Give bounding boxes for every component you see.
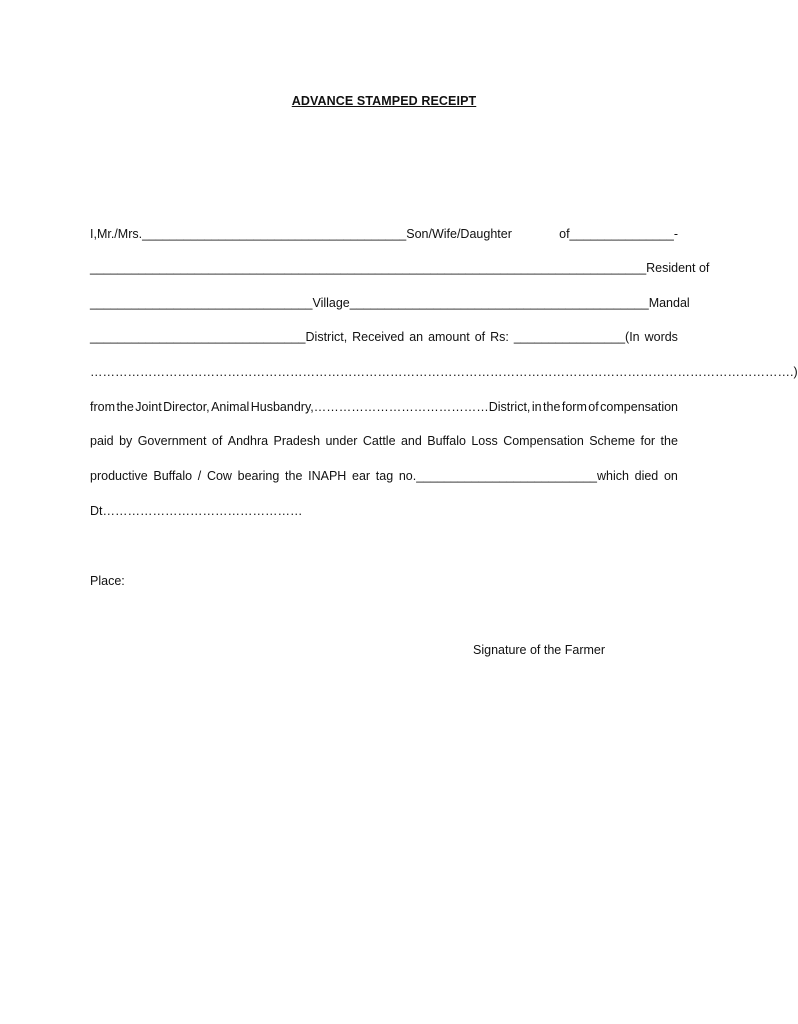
receipt-line-8 [90,468,678,484]
receipt-line-6-word: Husbandry,……………………………………District, [250,400,531,414]
receipt-line-7-word: for [640,434,656,448]
receipt-line-6-word: Director, [163,400,210,414]
receipt-line-6-word: from [90,400,115,414]
receipt-line-9 [90,503,678,519]
receipt-line-6-word: of [588,400,599,414]
receipt-line-5 [90,364,798,380]
receipt-line-6-word: in [531,400,542,414]
receipt-line-7-word: Pradesh [273,434,321,448]
receipt-line-4-word: _______________________________District, [90,330,348,344]
receipt-line-3 [90,295,690,311]
receipt-line-9-part-1: Dt………………………………………… [90,504,303,518]
receipt-line-7-word: by [119,434,133,448]
receipt-line-4-word: of [474,330,486,344]
receipt-line-7-word: Government [137,434,207,448]
receipt-line-4-word: an [409,330,424,344]
receipt-line-4-word: Rs: [490,330,509,344]
receipt-line-3-part-1: ________________________________Village___________________________________________Mandal [90,296,690,310]
receipt-line-4-word: ________________(In [513,330,640,344]
receipt-line-7-word: Andhra [227,434,269,448]
document-title: ADVANCE STAMPED RECEIPT [291,94,477,108]
receipt-line-7-word: the [660,434,678,448]
receipt-line-4-word: amount [428,330,470,344]
receipt-line-7-word: Scheme [589,434,636,448]
receipt-line-8-word: INAPH [308,469,347,483]
receipt-line-8-word: ear [352,469,371,483]
receipt-line-7-word: Compensation [503,434,584,448]
receipt-line-8-word: tag [375,469,394,483]
receipt-line-2-part-1: ________________________________________________________________________________Resident of [90,261,710,275]
signature-label: Signature of the Farmer [473,643,606,657]
receipt-line-2 [90,260,710,276]
receipt-line-6-word: the [543,400,561,414]
receipt-line-4 [90,329,678,345]
receipt-line-7-word: Buffalo [427,434,466,448]
receipt-line-8-word: Buffalo [153,469,193,483]
receipt-line-8-word: Cow [206,469,232,483]
receipt-line-6-word: the [116,400,134,414]
receipt-line-6-word: form [561,400,587,414]
receipt-line-7-word: under [325,434,358,448]
receipt-line-7-word: paid [90,434,114,448]
receipt-line-7-word: Loss [471,434,498,448]
receipt-line-7 [90,433,678,449]
receipt-line-8-word: the [285,469,303,483]
place-row [90,573,678,589]
place-label: Place: [90,574,125,588]
receipt-line-8-word: on [663,469,678,483]
receipt-line-6-word: Joint [135,400,162,414]
receipt-line-6-word: compensation [600,400,678,414]
receipt-line-8-word: bearing [237,469,280,483]
receipt-line-4-word: Received [352,330,405,344]
receipt-line-7-word: of [211,434,223,448]
receipt-line-1-part-2: of_______________- [559,227,678,241]
receipt-line-8-word: died [634,469,659,483]
receipt-line-8-word: no.__________________________which [398,469,629,483]
receipt-line-6 [90,399,678,415]
receipt-line-6-word: Animal [211,400,250,414]
receipt-line-1 [90,226,678,242]
receipt-line-1-part-1: I,Mr./Mrs.______________________________________Son/Wife/Daughter [90,227,512,241]
receipt-line-7-word: and [400,434,422,448]
receipt-line-7-word: Cattle [362,434,396,448]
receipt-line-5-part-1: …………………………………………………………………………………………………………………………………………………….) [90,365,798,379]
receipt-line-8-word: / [197,469,202,483]
receipt-line-8-word: productive [90,469,148,483]
receipt-line-4-word: words [644,330,678,344]
